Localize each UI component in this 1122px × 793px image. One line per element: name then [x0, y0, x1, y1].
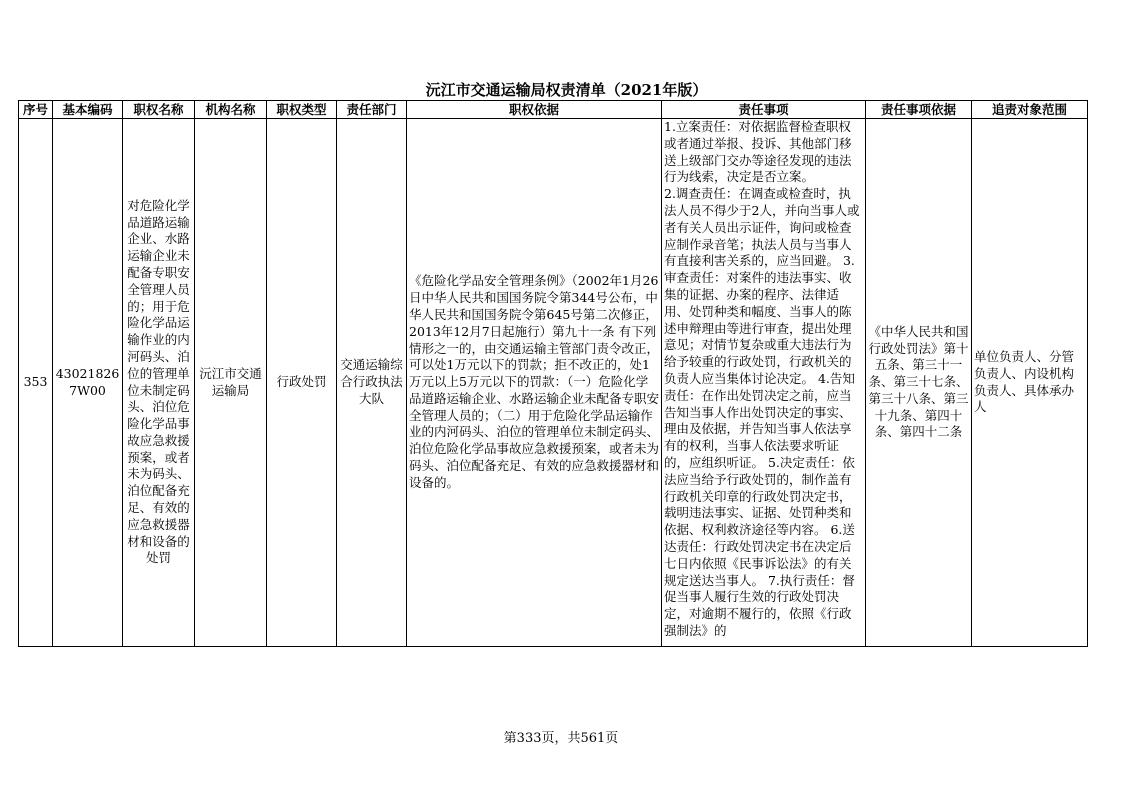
cell-basis: 《危险化学品安全管理条例》（2002年1月26日中华人民共和国国务院令第344号公布，中华人民共和国国务院令第645号第二次修正，2013年12月7日起施行）第九十一条 有下列情形之一的，由交通运输主管部门责令改正，可以处1万元以下的罚款；拒不改正的，处1万元以上5万元以下的罚款：（一）危险化学品道路运输企业、水路运输企业未配备专职安全管理人员的；（二）用于危险化学品运输作业的内河码头、泊位的管理单位未制定码头、泊位危险化学品事故应急救援预案，或者未为码头、泊位配备充足、有效的应急救援器材和设备的。: [407, 119, 662, 647]
table-row: [19, 119, 1088, 647]
cell-duty-basis: 《中华人民共和国行政处罚法》第十五条、第三十一条、第三十七条、第三十八条、第三十九条、第四十条、第四十二条: [866, 119, 972, 647]
cell-power-name: 对危险化学品道路运输企业、水路运输企业未配备专职安全管理人员的；用于危险化学品运输作业的内河码头、泊位的管理单位未制定码头、泊位危险化学品事故应急救援预案，或者未为码头、泊位配备充足、有效的应急救援器材和设备的处罚: [123, 119, 195, 647]
header-dept: 责任部门: [337, 101, 407, 119]
header-power-name: 职权名称: [123, 101, 195, 119]
header-agency: 机构名称: [195, 101, 267, 119]
page-number: 第333页，共561页: [503, 731, 619, 746]
header-duty: 责任事项: [662, 101, 866, 119]
header-seq: 序号: [19, 101, 53, 119]
cell-code: 430218267W00: [53, 119, 123, 647]
cell-duty: 1.立案责任：对依据监督检查职权或者通过举报、投诉、其他部门移送上级部门交办等途径发现的违法行为线索，决定是否立案。 2.调查责任：在调查或检查时，执法人员不得少于2人，并向当事人或者有关人员出示证件，询问或检查应制作录音笔；执法人员与当事人有直接利害关系的，应当回避。 3.审查责任：对案件的违法事实、收集的证据、办案的程序、法律适用、处罚种类和幅度、当事人的陈述申辩理由等进行审查，提出处理意见；对情节复杂或重大违法行为给予较重的行政处罚，行政机关的负责人应当集体讨论决定。 4.告知责任：在作出处罚决定之前，应当告知当事人作出处罚决定的事实、理由及依据，并告知当事人依法享有的权利，当事人依法要求听证的，应组织听证。 5.决定责任：依法应当给予行政处罚的，制作盖有行政机关印章的行政处罚决定书，载明违法事实、证据、处罚种类和依据、权利救济途径等内容。 6.送达责任：行政处罚决定书在决定后七日内依照《民事诉讼法》的有关规定送达当事人。 7.执行责任：督促当事人履行生效的行政处罚决定，对逾期不履行的，依照《行政强制法》的: [662, 119, 866, 647]
cell-agency: 沅江市交通运输局: [195, 119, 267, 647]
cell-seq: 353: [19, 119, 53, 647]
header-accountability: 追责对象范围: [972, 101, 1088, 119]
cell-power-type: 行政处罚: [267, 119, 337, 647]
cell-dept: 交通运输综合行政执法大队: [337, 119, 407, 647]
header-power-type: 职权类型: [267, 101, 337, 119]
header-code: 基本编码: [53, 101, 123, 119]
header-duty-basis: 责任事项依据: [866, 101, 972, 119]
table-header-row: [19, 101, 1088, 119]
cell-accountability: 单位负责人、分管负责人、内设机构负责人、具体承办人: [972, 119, 1088, 647]
header-basis: 职权依据: [407, 101, 662, 119]
power-list-table: [18, 100, 1088, 647]
page-title: 沅江市交通运输局权责清单（2021年版）: [425, 81, 708, 99]
